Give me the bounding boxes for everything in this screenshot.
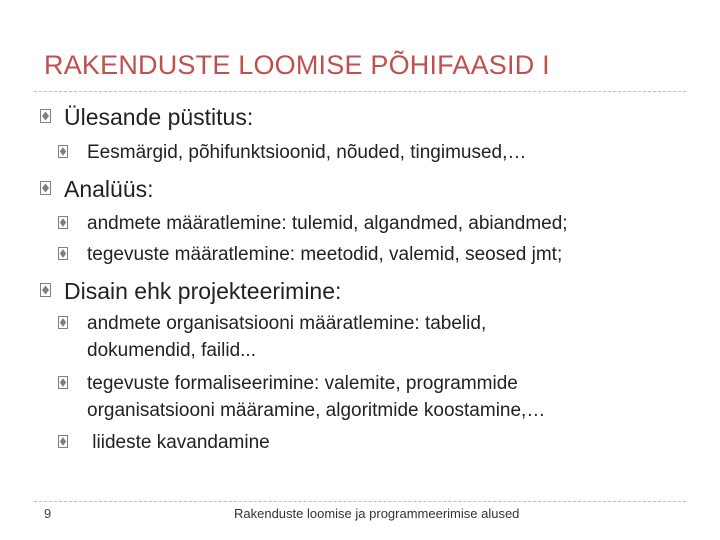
section-heading-text: Disain ehk projekteerimine: — [64, 278, 342, 304]
slide-title: RAKENDUSTE LOOMISE PÕHIFAASID I — [44, 50, 550, 80]
diamond-box-bullet-icon — [58, 435, 68, 448]
diamond-box-bullet-icon — [58, 376, 68, 389]
footer-divider — [34, 501, 686, 502]
footer-course-title: Rakenduste loomise ja programmeerimise alused — [234, 506, 520, 521]
bullet-item-text: andmete määratlemine: tulemid, algandmed, abiandmed; — [87, 213, 568, 234]
section-heading-text: Ülesande püstitus: — [64, 104, 254, 130]
diamond-box-bullet-icon — [40, 283, 51, 297]
bullet-item-text: andmete organisatsiooni määratlemine: tabelid, — [87, 313, 487, 334]
diamond-box-bullet-icon — [58, 216, 68, 229]
bullet-item-text: liideste kavandamine — [87, 432, 270, 453]
diamond-box-bullet-icon — [58, 247, 68, 260]
diamond-box-bullet-icon — [58, 145, 68, 158]
bullet-item-text: Eesmärgid, põhifunktsioonid, nõuded, tingimused,… — [87, 142, 527, 163]
bullet-item-text: tegevuste määratlemine: meetodid, valemid, seosed jmt; — [87, 244, 563, 265]
diamond-box-bullet-icon — [40, 109, 51, 123]
section-heading-text: Analüüs: — [64, 176, 154, 202]
title-divider — [34, 91, 686, 92]
bullet-item-text: organisatsiooni määramine, algoritmide koostamine,… — [87, 400, 546, 421]
page-number: 9 — [44, 506, 52, 521]
diamond-box-bullet-icon — [58, 316, 68, 329]
bullet-item-text: dokumendid, failid... — [87, 340, 256, 361]
diamond-box-bullet-icon — [40, 181, 51, 195]
bullet-item-text: tegevuste formaliseerimine: valemite, programmide — [87, 373, 518, 394]
